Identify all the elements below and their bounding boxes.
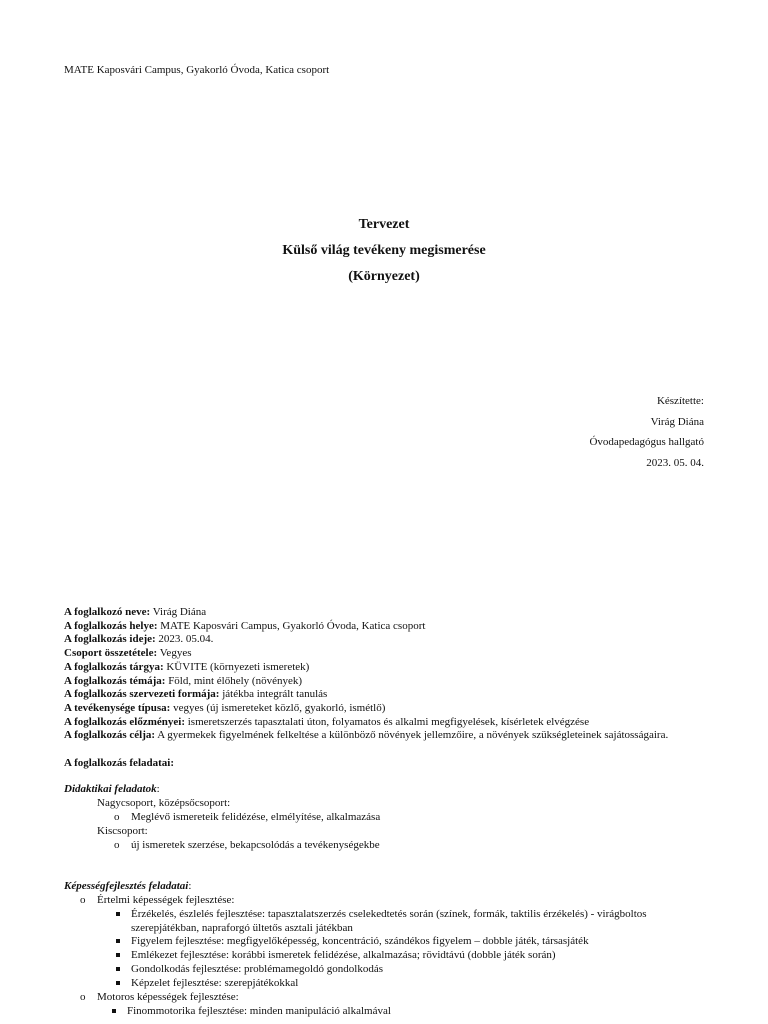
- square-bullet-icon: [112, 1009, 116, 1013]
- square-bullet-icon: [116, 953, 120, 957]
- circle-bullet-icon: o: [80, 894, 86, 906]
- info-row: Csoport összetétele: Vegyes: [64, 647, 192, 660]
- list-item: Emlékezet fejlesztése: korábbi ismeretek felidézése, alkalmazása; rövidtávú (dobble játék során): [131, 949, 691, 963]
- info-row: A foglalkozás tárgya: KÜVITE (környezeti ismeretek): [64, 660, 310, 673]
- list-item: o Értelmi képességek fejlesztése:: [80, 894, 235, 906]
- list-item: Finommotorika fejlesztése: minden manipuláció alkalmával: [127, 1005, 687, 1019]
- square-bullet-icon: [116, 939, 120, 943]
- info-row: A foglalkozás szervezeti formája: játékba integrált tanulás: [64, 688, 328, 701]
- info-row: A foglalkozás témája: Föld, mint élőhely (növények): [64, 674, 302, 687]
- kepesseg-heading: Képességfejlesztés feladatai:: [64, 880, 192, 892]
- author-date: 2023. 05. 04.: [646, 457, 704, 470]
- info-row: A foglalkozás ideje: 2023. 05.04.: [64, 633, 214, 646]
- title-line-1: Tervezet: [358, 217, 410, 232]
- circle-bullet-icon: o: [114, 839, 120, 851]
- circle-bullet-icon: o: [80, 991, 86, 1003]
- title-line-2: Külső világ tevékeny megismerése: [282, 243, 486, 258]
- author-block: [589, 391, 704, 474]
- list-item: o Meglévő ismereteik felidézése, elmélyítése, alkalmazása: [114, 811, 381, 823]
- square-bullet-icon: [116, 967, 120, 971]
- info-row: A foglalkozás célja: A gyermekek figyelmének felkeltése a különböző növények jellemzőire, a növények szükségleteinek sajátosságaira.: [64, 729, 669, 742]
- list-item: o Motoros képességek fejlesztése:: [80, 991, 239, 1003]
- square-bullet-icon: [116, 981, 120, 985]
- list-item: Képzelet fejlesztése: szerepjátékokkal: [131, 977, 691, 991]
- square-bullet-icon: [116, 912, 120, 916]
- list-item: Figyelem fejlesztése: megfigyelőképesség, koncentráció, szándékos figyelem – dobble játék, társasjáték: [131, 935, 691, 949]
- author-label: Készítette:: [656, 395, 704, 407]
- group-label: Nagycsoport, középsőcsoport:: [97, 797, 231, 809]
- info-row: A tevékenysége típusa: vegyes (új ismereteket közlő, gyakorló, ismétlő): [64, 701, 386, 714]
- author-name: Virág Diána: [650, 415, 704, 428]
- info-row: A foglalkozás előzményei: ismeretszerzés tapasztalati úton, folyamatos és alkalmi megfigyelések, kísérletek elvégzése: [64, 715, 590, 728]
- title-line-3: (Környezet): [348, 269, 420, 284]
- didaktikai-heading: Didaktikai feladatok:: [64, 783, 160, 795]
- title-block: [0, 212, 768, 290]
- info-block: [64, 606, 744, 743]
- circle-bullet-icon: o: [114, 811, 120, 823]
- info-row: A foglalkozó neve: Virág Diána: [64, 606, 207, 618]
- list-item: Gondolkodás fejlesztése: problémamegoldó gondolkodás: [131, 963, 691, 977]
- list-item: o új ismeretek szerzése, bekapcsolódás a tevékenységekbe: [114, 839, 380, 851]
- author-role: Óvodapedagógus hallgató: [589, 436, 704, 449]
- tasks-title: A foglalkozás feladatai:: [64, 757, 174, 769]
- info-row: A foglalkozás helye: MATE Kaposvári Campus, Gyakorló Óvoda, Katica csoport: [64, 619, 426, 632]
- group-label: Kiscsoport:: [97, 825, 148, 837]
- list-item: Érzékelés, észlelés fejlesztése: tapasztalatszerzés cselekedtetés során (színek, formák, taktilis érzékelés) - virágboltos szerepjátékban, napraforgó ültetős asztali játékban: [131, 908, 691, 935]
- document-header: MATE Kaposvári Campus, Gyakorló Óvoda, Katica csoport: [64, 64, 330, 76]
